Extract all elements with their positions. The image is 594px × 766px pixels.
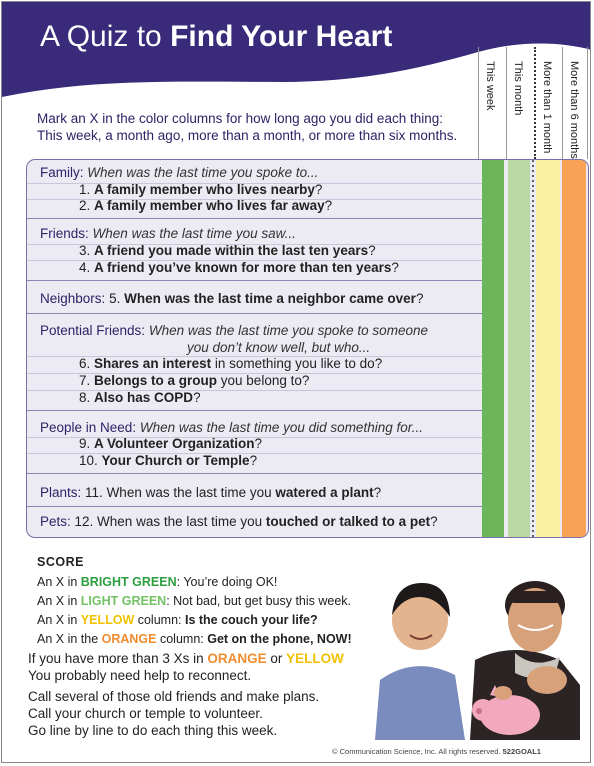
section-divider (27, 313, 482, 314)
instructions-line-1: Mark an X in the color columns for how long ago you did each thing: (37, 111, 443, 126)
question-2: 2. A family member who lives far away? (79, 198, 333, 213)
score-warning: If you have more than 3 Xs in ORANGE or YELLOW (28, 651, 344, 666)
instructions (37, 110, 457, 144)
section-family-heading: Family: When was the last time you spoke to... (40, 165, 319, 180)
section-friends-heading: Friends: When was the last time you saw... (40, 226, 296, 241)
question-11: Plants: 11. When was the last time you watered a plant? (40, 485, 382, 500)
section-divider (27, 280, 482, 281)
photo-grandfather-and-boy (375, 565, 580, 740)
page-title: A Quiz to Find Your Heart (40, 20, 393, 53)
section-divider (27, 473, 482, 474)
score-line-bright-green: An X in BRIGHT GREEN: You’re doing OK! (37, 575, 278, 589)
column-header-this-week: This week (478, 47, 504, 159)
column-header-more-than-6-months: More than 6 months (562, 47, 588, 159)
column-more-than-1-month[interactable] (536, 160, 560, 537)
score-heading: SCORE (37, 555, 84, 569)
instructions-line-2: This week, a month ago, more than a month, or more than six months. (37, 128, 458, 143)
column-more-than-6-months[interactable] (562, 160, 586, 537)
advice-line-1: Call several of those old friends and make plans. (28, 689, 320, 704)
section-potential-friends-prompt: you don’t know well, but who... (187, 340, 371, 355)
section-divider (27, 506, 482, 507)
section-potential-friends-heading: Potential Friends: When was the last time you spoke to someone (40, 323, 428, 338)
quiz-panel (26, 159, 589, 538)
score-line-yellow: An X in YELLOW column: Is the couch your life? (37, 613, 318, 627)
section-divider (27, 410, 482, 411)
score-line-light-green: An X in LIGHT GREEN: Not bad, but get busy this week. (37, 594, 352, 608)
column-header-this-month: This month (506, 47, 532, 159)
question-9: 9. A Volunteer Organization? (79, 436, 263, 451)
question-5: Neighbors: 5. When was the last time a neighbor came over? (40, 291, 424, 306)
question-1: 1. A family member who lives nearby? (79, 182, 323, 197)
score-line-orange: An X in the ORANGE column: Get on the phone, NOW! (37, 632, 352, 646)
question-8: 8. Also has COPD? (79, 390, 201, 405)
question-7: 7. Belongs to a group you belong to? (79, 373, 310, 388)
question-3: 3. A friend you made within the last ten years? (79, 243, 376, 258)
advice-line-2: Call your church or temple to volunteer. (28, 706, 263, 721)
page (1, 1, 591, 763)
score-warning-2: You probably need help to reconnect. (28, 668, 252, 683)
copyright-notice: © Communication Science, Inc. All rights reserved. 522GOAL1 (332, 747, 541, 756)
column-divider-dotted (532, 160, 535, 538)
section-divider (27, 218, 482, 219)
question-4: 4. A friend you’ve known for more than ten years? (79, 260, 399, 275)
question-10: 10. Your Church or Temple? (79, 453, 258, 468)
column-header-more-than-1-month: More than 1 month (534, 47, 560, 159)
column-headers (478, 47, 588, 159)
question-6: 6. Shares an interest in something you like to do? (79, 356, 383, 371)
advice-line-3: Go line by line to do each thing this week. (28, 723, 278, 738)
column-this-week[interactable] (482, 160, 504, 537)
column-this-month[interactable] (508, 160, 530, 537)
question-12: Pets: 12. When was the last time you touched or talked to a pet? (40, 514, 438, 529)
section-people-in-need-heading: People in Need: When was the last time you did something for... (40, 420, 423, 435)
